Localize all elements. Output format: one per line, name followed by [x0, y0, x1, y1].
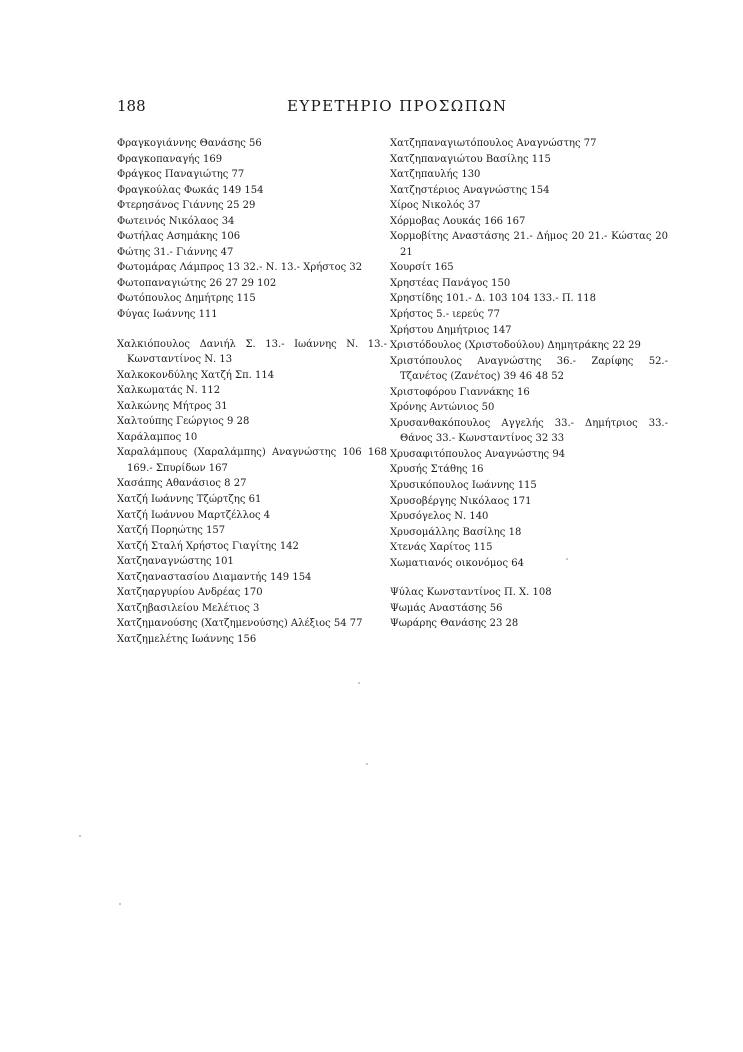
index-entry: Χατζηαναγνώστης 101 — [117, 556, 234, 568]
index-entry: Χατζή Πορηώτης 157 — [117, 525, 226, 537]
index-entry-group-psi — [390, 585, 668, 632]
index-entry: Φράγκος Παναγιώτης 77 — [117, 169, 245, 181]
index-entry: Φραγκοπαναγής 169 — [117, 153, 223, 165]
index-entry: Χριστοφόρου Γιαννάκης 16 — [390, 386, 530, 398]
index-entry: Χατζημελέτης Ιωάννης 156 — [117, 633, 257, 645]
index-entry: Φωτεινός Νικόλαος 34 — [117, 215, 235, 227]
index-column-left — [117, 136, 387, 648]
index-entry: Ψύλας Κωνσταντίνος Π. Χ. 108 — [390, 587, 552, 599]
scan-speck — [119, 903, 121, 905]
index-entry: Χρυσομάλλης Βασίλης 18 — [390, 526, 522, 538]
index-entry: Χατζηπαναγιώτου Βασίλης 115 — [390, 153, 551, 165]
index-entry: Χατζή Σταλή Χρήστος Γιαγίτης 142 — [117, 540, 299, 552]
index-entry: Χαλκωματάς Ν. 112 — [117, 385, 221, 397]
index-entry: Χόρμοβας Λουκάς 166 167 — [390, 215, 526, 227]
scan-speck — [358, 682, 360, 684]
index-entry: Φραγκούλας Φωκάς 149 154 — [117, 184, 264, 196]
index-entry: Χρυσοβέργης Νικόλαος 171 — [390, 495, 532, 507]
index-column-right — [390, 136, 668, 632]
index-entry: Χατζή Ιωάννου Μαρτζέλλος 4 — [117, 509, 271, 521]
index-entry: Χατζηβασιλείου Μελέτιος 3 — [117, 602, 260, 614]
index-entry-group-chi-continued — [390, 136, 668, 571]
index-entry: Χορμοβίτης Αναστάσης 21.- Δήμος 20 21.- Κώστας 20 21 — [390, 231, 668, 258]
index-entry: Χατζηαναστασίου Διαμαντής 149 154 — [117, 571, 312, 583]
index-entry: Ψωμάς Αναστάσης 56 — [390, 602, 503, 614]
index-entry: Χρυσαφιτόπουλος Αναγνώστης 94 — [390, 448, 566, 460]
index-entry: Χρήστος 5.- ιερεύς 77 — [390, 309, 500, 321]
scan-speck — [79, 835, 81, 837]
index-entry: Φώτης 31.- Γιάννης 47 — [117, 246, 234, 258]
index-entry: Χατζημανούσης (Χατζημενούσης) Αλέξιος 54 77 — [117, 618, 363, 630]
index-entry: Ψωράρης Θανάσης 23 28 — [390, 618, 519, 630]
index-entry: Χατζηπαυλής 130 — [390, 169, 481, 181]
index-entry: Φωτόπουλος Δημήτρης 115 — [117, 293, 256, 305]
index-entry: Χριστόδουλος (Χριστοδούλου) Δημητράκης 22 29 — [390, 340, 641, 352]
index-entry-group-phi — [117, 136, 387, 323]
index-entry: Φύγας Ιωάννης 111 — [117, 309, 218, 321]
index-entry: Φωτομάρας Λάμπρος 13 32.- Ν. 13.- Χρήστος 32 — [117, 262, 363, 274]
index-entry: Χρυσόγελος Ν. 140 — [390, 511, 489, 523]
index-entry: Χαλτούπης Γεώργιος 9 28 — [117, 416, 250, 428]
index-entry: Χρόνης Αντώνιος 50 — [390, 402, 495, 414]
index-entry: Φωτήλας Ασημάκης 106 — [117, 231, 241, 243]
index-entry: Χίρος Νικολός 37 — [390, 200, 481, 212]
page-number: 188 — [117, 97, 146, 115]
index-entry: Χαλκιόπουλος Δανιήλ Σ. 13.- Ιωάννης Ν. 13.- Κωνσταντίνος Ν. 13 — [117, 338, 387, 366]
page-title: ΕΥΡΕΤΗΡΙΟ ΠΡΟΣΩΠΩΝ — [287, 97, 508, 115]
index-entry: Φτερησάνος Γιάννης 25 29 — [117, 200, 256, 212]
index-entry: Χρηστίδης 101.- Δ. 103 104 133.- Π. 118 — [390, 293, 596, 305]
index-entry: Χασάπης Αθανάσιος 8 27 — [117, 478, 247, 490]
index-entry: Χωματιανός οικονόμος 64 — [390, 557, 524, 569]
index-entry: Χρυσικόπουλος Ιωάννης 115 — [390, 480, 537, 492]
index-entry: Χρυσής Στάθης 16 — [390, 464, 484, 476]
index-entry: Χουρσίτ 165 — [390, 262, 454, 274]
index-entry: Χρυσανθακόπουλος Αγγελής 33.- Δημήτριος 33.- Θάνος 33.- Κωνσταντίνος 32 33 — [390, 417, 668, 445]
index-entry: Χατζηστέριος Αναγνώστης 154 — [390, 184, 550, 196]
index-entry: Φωτοπαναγιώτης 26 27 29 102 — [117, 277, 277, 289]
index-entry: Χαράλαμπος 10 — [117, 431, 198, 443]
index-entry: Χτενάς Χαρίτος 115 — [390, 542, 493, 554]
scan-speck — [366, 763, 368, 765]
index-entry: Χατζηπαναγιωτόπουλος Αναγνώστης 77 — [390, 138, 597, 149]
index-entry-group-chi — [117, 337, 387, 648]
index-entry: Χρήστου Δημήτριος 147 — [390, 324, 512, 336]
section-gap — [117, 323, 387, 337]
index-entry: Χατζή Ιωάννης Τζώρτζης 61 — [117, 494, 262, 506]
index-entry: Χαλκοκονδύλης Χατζή Σπ. 114 — [117, 369, 275, 381]
index-entry: Χαλκώνης Μήτρος 31 — [117, 400, 228, 412]
scan-speck — [566, 558, 568, 560]
index-entry: Χαραλάμπους (Χαραλάμπης) Αναγνώστης 106 168 169.- Σπυρίδων 167 — [117, 447, 387, 474]
index-entry: Χρηστέας Πανάγος 150 — [390, 277, 511, 289]
index-entry: Φραγκογιάννης Θανάσης 56 — [117, 138, 262, 149]
index-entry: Χατζηαργυρίου Ανδρέας 170 — [117, 587, 263, 599]
index-entry: Χριστόπουλος Αναγνώστης 36.- Ζαρίφης 52.- Τζανέτος (Ζανέτος) 39 46 48 52 — [390, 355, 668, 383]
section-gap — [390, 571, 668, 585]
